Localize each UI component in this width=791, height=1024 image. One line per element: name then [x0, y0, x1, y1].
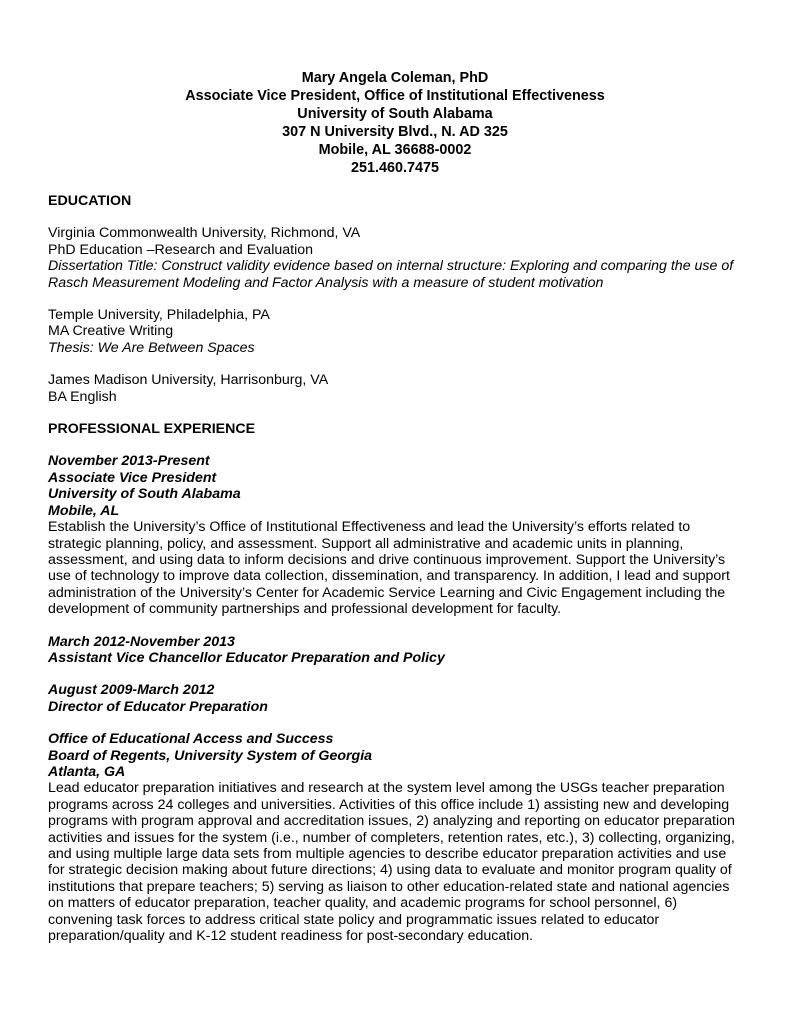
thesis-title: Thesis: We Are Between Spaces: [48, 339, 255, 356]
resume-header: [45, 69, 745, 177]
position-description: [48, 519, 748, 617]
resume-page: [48, 69, 748, 944]
education-entry: [48, 307, 748, 356]
street-address: 307 N University Blvd., N. AD 325: [282, 124, 508, 140]
description-line: on matters of educator preparation, teacher quality, and academic programs for school personnel, 6): [48, 895, 678, 912]
position-employer: University of South Alabama: [48, 486, 241, 503]
description-line: convening task forces to address critical state policy and programmatic issues related to educator: [48, 911, 660, 928]
degree: MA Creative Writing: [48, 323, 174, 340]
position-office: Office of Educational Access and Success: [48, 731, 334, 748]
description-line: Lead educator preparation initiatives and research at the system level among the USGs teacher preparation: [48, 780, 725, 797]
position-location: Atlanta, GA: [48, 763, 126, 780]
person-name: Mary Angela Coleman, PhD: [301, 70, 489, 86]
education-entry: [48, 225, 748, 291]
school-name: Temple University, Philadelphia, PA: [48, 307, 270, 324]
description-line: administration of the University’s Center for Academic Service Learning and Civic Engagement including the: [48, 584, 726, 601]
description-line: preparation/quality and K-12 student readiness for post-secondary education.: [48, 928, 534, 945]
position-title: Associate Vice President: [48, 469, 217, 486]
institution-name: University of South Alabama: [297, 106, 493, 122]
position-dates: March 2012-November 2013: [48, 633, 235, 650]
experience-heading: PROFESSIONAL EXPERIENCE: [48, 421, 256, 438]
position-dates: August 2009-March 2012: [48, 682, 215, 699]
description-line: use of technology to improve data collection, dissemination, and transparency. In addition, I lead and support: [48, 568, 730, 585]
degree: BA English: [48, 388, 117, 405]
experience-entry: [48, 634, 748, 667]
experience-entry: [48, 453, 748, 617]
phone-number: 251.460.7475: [350, 160, 440, 176]
description-line: activities and issues for the system (i.e., number of completers, retention rates, etc.), 3) collecting, organizing,: [48, 829, 735, 846]
position-title: Director of Educator Preparation: [48, 698, 268, 715]
city-state-zip: Mobile, AL 36688-0002: [318, 142, 472, 158]
school-name: James Madison University, Harrisonburg, VA: [48, 372, 329, 389]
description-line: programs with program approval and accreditation issues, 2) analyzing and reporting on educator preparation: [48, 813, 735, 830]
education-heading: EDUCATION: [48, 193, 132, 209]
dissertation-title-line: Dissertation Title: Construct validity evidence based on internal structure: Exploring and comparing the use of: [48, 258, 734, 275]
description-line: for strategic decision making about future directions; 4) using data to evaluate and monitor program quality of: [48, 862, 732, 879]
degree: PhD Education –Research and Evaluation: [48, 241, 314, 258]
description-line: Establish the University’s Office of Institutional Effectiveness and lead the University’s efforts related to: [48, 519, 691, 536]
position-location: Mobile, AL: [48, 502, 120, 519]
description-line: programs across 24 colleges and universities. Activities of this office include 1) assisting new and developing: [48, 796, 730, 813]
description-line: strategic planning, policy, and assessment. Support all administrative and academic units in planning,: [48, 535, 684, 552]
position-dates: November 2013-Present: [48, 453, 210, 470]
position-employer: Board of Regents, University System of Georgia: [48, 747, 373, 764]
position-description: [48, 780, 748, 944]
dissertation-title-line: Rasch Measurement Modeling and Factor Analysis with a measure of student motivation: [48, 274, 604, 291]
description-line: development of community partnerships and professional development for faculty.: [48, 601, 562, 618]
experience-entry: [48, 682, 748, 715]
school-name: Virginia Commonwealth University, Richmond, VA: [48, 225, 361, 242]
description-line: and using multiple large data sets from multiple agencies to describe educator preparation activities and use: [48, 846, 727, 862]
experience-entry: [48, 731, 748, 944]
education-entry: [48, 372, 748, 405]
description-line: assessment, and using data to inform decisions and drive continuous improvement. Support the University’s: [48, 551, 726, 568]
job-title: Associate Vice President, Office of Institutional Effectiveness: [185, 88, 605, 104]
description-line: institutions that prepare teachers; 5) serving as liaison to other education-related state and national agencies: [48, 878, 730, 895]
position-title: Assistant Vice Chancellor Educator Preparation and Policy: [48, 649, 445, 666]
